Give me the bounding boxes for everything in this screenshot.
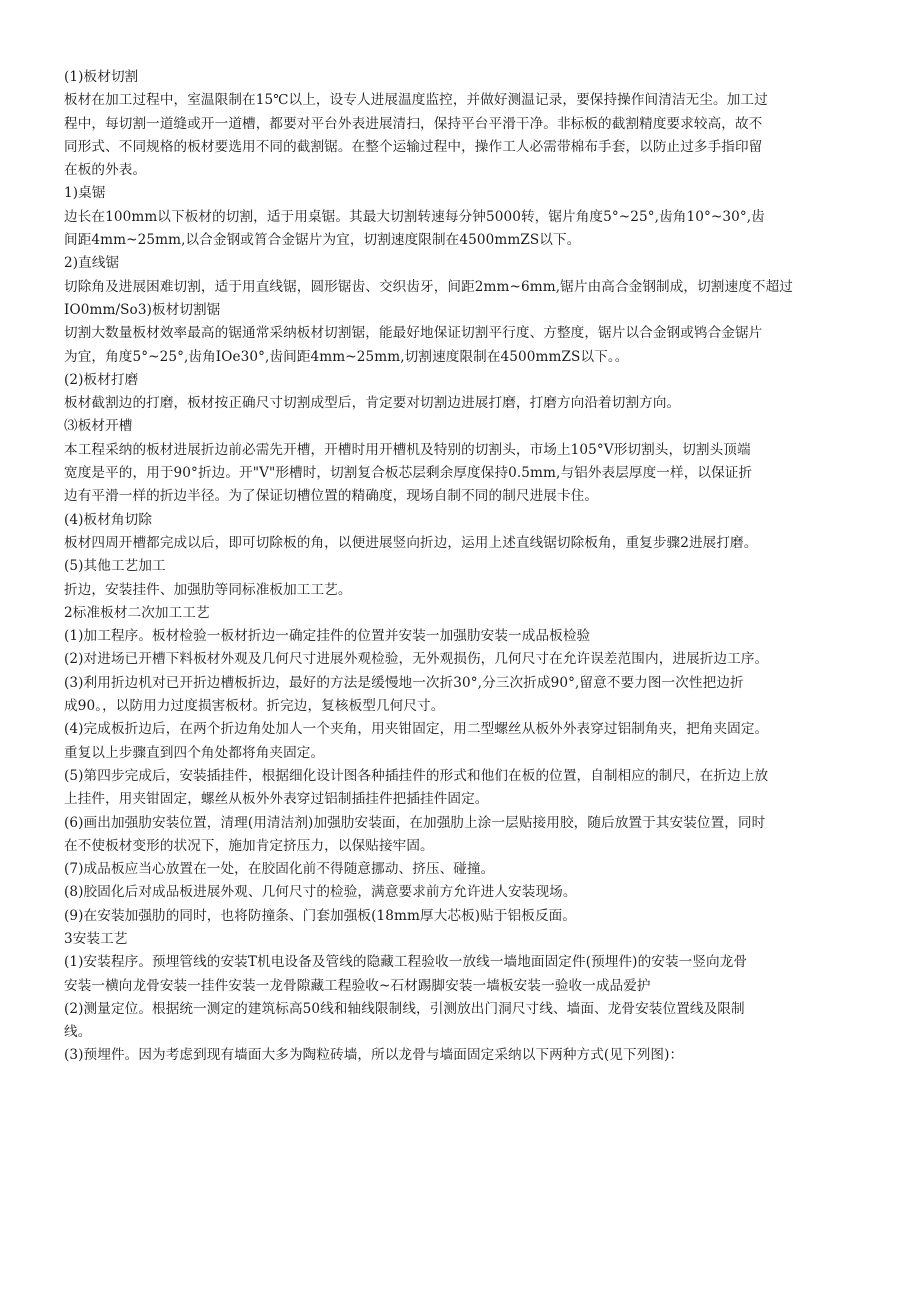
text-line: (1)板材切割 xyxy=(64,69,139,85)
text-line: (5)第四步完成后，安装插挂件，根据细化设计图各种插挂件的形式和他们在板的位置，自制相应的制尺，在折边上放 xyxy=(64,767,769,784)
text-line: (1)安装程序。预埋管线的安装T机电设备及管线的隐藏工程验收一放线一墙地面固定件(预埋件)的安装一竖向龙骨 xyxy=(64,954,748,971)
text-line: (2)测量定位。根据统一测定的建筑标高50线和轴线限制线，引测放出门洞尺寸线、墙面、龙骨安装位置线及限制 xyxy=(64,1000,745,1017)
text-line: (5)其他工艺加工 xyxy=(64,558,166,575)
document-body xyxy=(64,66,874,1068)
text-line: 切割大数量板材效率最高的锯通常采纳板材切割锯，能最好地保证切割平行度、方整度，锯片以合金钢或鸨合金锯片 xyxy=(64,325,763,342)
text-line: 2标准板材二次加工工艺 xyxy=(64,604,210,621)
text-line: (7)成品板应当心放置在一处，在胶固化前不得随意挪动、挤压、碰撞。 xyxy=(64,861,495,878)
text-line: 1)桌锯 xyxy=(64,185,106,202)
text-line: 在板的外表。 xyxy=(64,162,147,179)
text-line: 成90。，以防用力过度损害板材。折完边，复核板型几何尺寸。 xyxy=(64,698,445,715)
text-line: 板材在加工过程中，室温限制在15℃以上，设专人进展温度监控，并做好测温记录，要保持操作间清洁无尘。加工过 xyxy=(64,92,768,109)
text-line: 折边，安装挂件、加强肋等同标准板加工工艺。 xyxy=(64,581,352,598)
text-line: (3)利用折边机对已开折边槽板折边，最好的方法是缓慢地一次折30°,分三次折成90°,留意不要力图一次性把边折 xyxy=(64,674,744,691)
text-line: 板材截割边的打磨，板材按正确尺寸切割成型后，肯定要对切割边进展打磨，打磨方向沿着切割方向。 xyxy=(64,395,681,412)
text-line: (3)预埋件。因为考虑到现有墙面大多为陶粒砖墙，所以龙骨与墙面固定采纳以下两种方式(见下列图)： xyxy=(64,1047,684,1064)
text-line: (2)对进场已开槽下料板材外观及几何尺寸进展外观检验，无外观损伤，几何尺寸在允许误差范围内，进展折边工序。 xyxy=(64,651,769,668)
text-line: 3安装工艺 xyxy=(64,930,128,947)
text-line: 为宜，角度5°~25°,齿角IOe30°,齿间距4mm~25mm,切割速度限制在4500mmZS以下。。 xyxy=(64,348,629,365)
text-line: 宽度是平的，用于90°折边。开"V"形槽时，切割复合板芯层剩余厚度保持0.5mm,与铝外表层厚度一样，以保证折 xyxy=(64,465,753,482)
text-line: (8)胶固化后对成品板进展外观、几何尺寸的检验，满意要求前方允许进人安装现场。 xyxy=(64,884,577,901)
text-line: 同形式、不同规格的板材要选用不同的截割锯。在整个运输过程中，操作工人必需带棉布手套，以防止过多手指印留 xyxy=(64,138,763,155)
text-line: 安装一横向龙骨安装一挂件安装一龙骨隙藏工程验收~石材踢脚安装一墙板安装一验收一成品爱护 xyxy=(64,977,651,994)
text-line: 边长在100mm以下板材的切割，适于用桌锯。其最大切割转速每分钟5000转，锯片角度5°~25°,齿角10°~30°,齿 xyxy=(64,208,765,225)
text-line: 板材四周开槽都完成以后，即可切除板的角，以便进展竖向折边，运用上述直线锯切除板角，重复步骤2进展打磨。 xyxy=(64,534,758,551)
text-line: 重复以上步骤直到四个角处都将角夹固定。 xyxy=(64,744,325,761)
text-line: 上挂件，用夹钳固定，螺丝从板外外表穿过铝制插挂件把插挂件固定。 xyxy=(64,791,489,808)
text-line: 本工程采纳的板材进展折边前必需先开槽，开槽时用开槽机及特别的切割头，市场上105°V形切割头，切割头顶端 xyxy=(64,441,751,458)
text-line: (4)板材角切除 xyxy=(64,511,153,528)
text-line: (6)画出加强肋安装位置，清理(用清洁剂)加强肋安装面，在加强肋上涂一层贴接用胶，随后放置于其安装位置，同时 xyxy=(64,814,766,831)
text-line: 2)直线锯 xyxy=(64,255,120,272)
text-line: 程中，每切割一道缝或开一道槽，都要对平台外表进展清扫，保持平台平滑干净。非标板的截割精度要求较高，故不 xyxy=(64,115,763,132)
text-line: 间距4mm~25mm,以合金钢或筲合金锯片为宜，切割速度限制在4500mmZS以下。 xyxy=(64,232,581,249)
text-line: 在不使板材变形的状况下，施加肯定挤压力，以保贴接牢固。 xyxy=(64,837,434,854)
text-line: (2)板材打磨 xyxy=(64,371,139,388)
text-line: IO0mm/So3)板材切割锯 xyxy=(64,301,221,318)
text-line: ⑶板材开槽 xyxy=(64,418,133,435)
text-line: 切除角及进展困难切割，适于用直线锯，圆形锯齿、交织齿牙，间距2mm~6mm,锯片由高合金钢制成，切割速度不超过 xyxy=(64,278,793,295)
text-line: (9)在安装加强肋的同时，也将防撞条、门套加强板(18mm厚大芯板)贴于铝板反面。 xyxy=(64,907,577,924)
text-line: (4)完成板折边后，在两个折边角处加人一个夹角，用夹钳固定，用二型螺丝从板外外表穿过铝制角夹，把角夹固定。 xyxy=(64,721,769,738)
text-line: (1)加工程序。板材检验一板材折边一确定挂件的位置并安装一加强肋安装一成品板检验 xyxy=(64,628,591,645)
text-line: 线。 xyxy=(64,1024,92,1041)
text-line: 边有平滑一样的折边半径。为了保证切槽位置的精确度，现场自制不同的制尺进展卡住。 xyxy=(64,488,599,505)
